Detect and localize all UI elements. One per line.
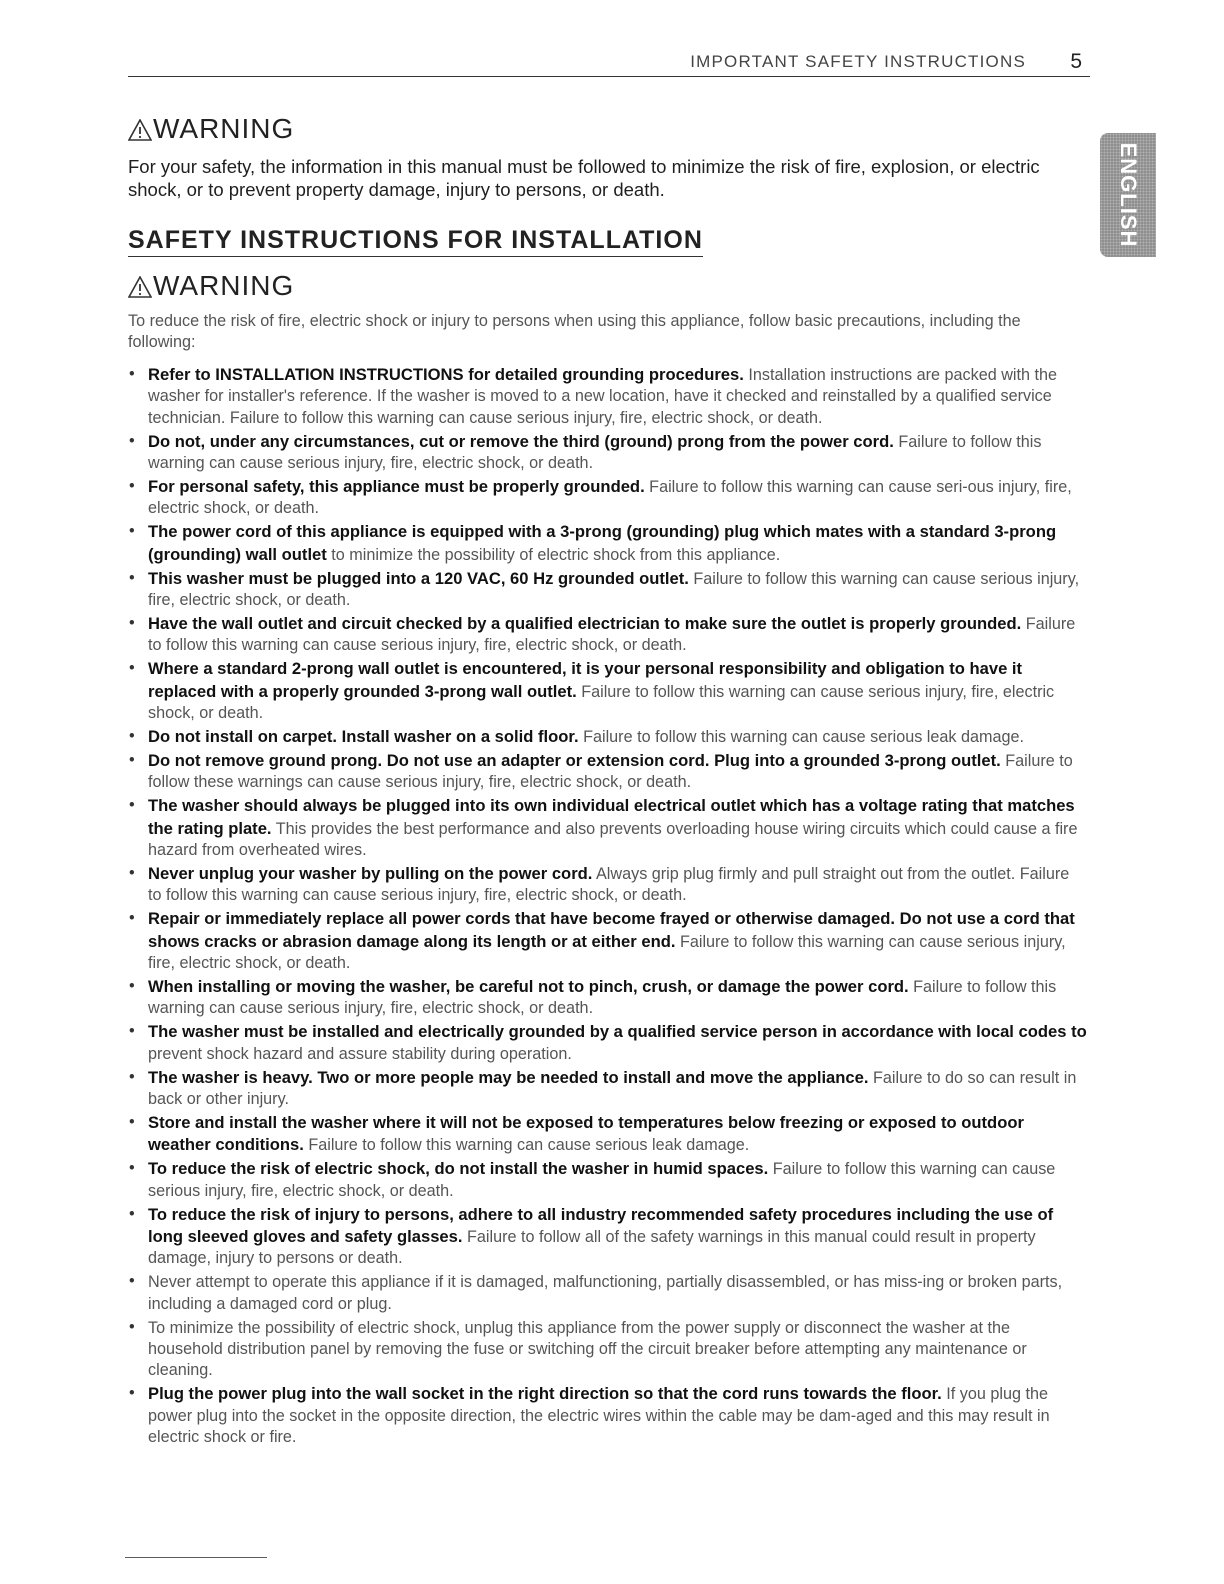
instruction-emphasis: To reduce the risk of injury to persons, adhere to all industry recommended safety procedures including the use of long sleeved gloves and safety glasses. (148, 1204, 1054, 1246)
list-item (127, 521, 1087, 566)
list-item (127, 568, 1087, 612)
list-item (127, 613, 1087, 657)
list-item (127, 1021, 1087, 1065)
instruction-detail: Failure to follow these warnings can cause serious injury, fire, electric shock, or death. (148, 751, 1073, 792)
instruction-detail: Failure to follow this warning can cause seri-ous injury, fire, electric shock, or death. (148, 478, 1072, 518)
instruction-emphasis: Do not, under any circumstances, cut or remove the third (ground) prong from the power cord. (148, 431, 894, 451)
instruction-detail: Failure to follow this warning can cause serious injury, fire, electric shock, or death. (148, 932, 1066, 973)
list-item (127, 1383, 1087, 1448)
instruction-detail: Failure to follow all of the safety warnings in this manual could result in property damage, injury to persons or death. (148, 1227, 1036, 1268)
list-item (127, 1204, 1087, 1270)
warning-label: WARNING (153, 113, 295, 144)
instruction-emphasis: Do not remove ground prong. Do not use an adapter or extension cord. Plug into a grounded 3-prong outlet. (148, 750, 1001, 770)
list-item (127, 1271, 1087, 1315)
instruction-emphasis: For personal safety, this appliance must be properly grounded. (148, 477, 645, 497)
instruction-detail: Failure to follow this warning can cause serious leak damage. (578, 728, 1024, 746)
instruction-emphasis: The washer is heavy. Two or more people may be needed to install and move the appliance. (148, 1067, 869, 1087)
list-item (127, 908, 1087, 974)
header-title: IMPORTANT SAFETY INSTRUCTIONS (690, 52, 1026, 71)
warning-text: For your safety, the information in this manual must be followed to minimize the risk of fire, explosion, or electric shock, or to prevent property damage, injury to persons, or death. (128, 156, 1040, 200)
instruction-detail: to minimize the possibility of electric shock from this appliance. (326, 545, 781, 564)
warning-heading (128, 113, 294, 145)
instruction-detail: Failure to do so can result in back or other injury. (148, 1068, 1077, 1108)
list-item (127, 750, 1087, 794)
warning-label: WARNING (153, 270, 295, 301)
footer-rule (125, 1557, 267, 1558)
instruction-emphasis: Store and install the washer where it will not be exposed to temperatures below freezing or exposed to outdoor weather conditions. (148, 1112, 1024, 1155)
list-item (127, 1067, 1087, 1111)
instruction-emphasis: To reduce the risk of electric shock, do not install the washer in humid spaces. (148, 1159, 769, 1179)
warning-triangle-icon (128, 276, 152, 298)
instruction-detail: Failure to follow this warning can cause serious injury, fire, electric shock, or death. (148, 977, 1057, 1018)
page-header (128, 50, 1090, 77)
list-item (127, 1112, 1087, 1157)
instruction-detail: Always grip plug firmly and pull straight out from the outlet. Failure to follow this warning can cause serious injury, fire, electric shock, or death. (148, 864, 1070, 905)
instruction-emphasis: Refer to INSTALLATION INSTRUCTIONS for detailed grounding procedures. (148, 365, 744, 384)
list-item (127, 976, 1087, 1020)
language-tab-label: ENGLISH (1116, 142, 1141, 248)
instruction-emphasis: Do not install on carpet. Install washer on a solid floor. (148, 727, 579, 746)
instruction-emphasis: The power cord of this appliance is equipped with a 3-prong (grounding) plug which mates with a standard 3-prong (grounding) wall outlet (148, 522, 1057, 564)
list-item (127, 795, 1087, 861)
section-title: SAFETY INSTRUCTIONS FOR INSTALLATION (128, 226, 703, 257)
instruction-detail: Failure to follow this warning can cause serious injury, fire, electric shock, or death. (148, 432, 1042, 473)
instruction-detail: If you plug the power plug into the socket in the opposite direction, the electric wires within the cable may be dam-aged and this may result in electric shock or fire. (148, 1385, 1050, 1447)
list-item (127, 476, 1087, 520)
list-item (127, 1317, 1087, 1382)
instruction-detail: To minimize the possibility of electric shock, unplug this appliance from the power supply or disconnect the washer at the household distribution panel by removing the fuse or switching off the circuit breaker before attempting any maintenance or cleaning. (148, 1318, 1027, 1380)
warning-intro: To reduce the risk of fire, electric shock or injury to persons when using this appliance, follow basic precautions, including the following: (128, 312, 1021, 351)
instruction-emphasis: When installing or moving the washer, be careful not to pinch, crush, or damage the power cord. (148, 976, 909, 996)
language-side-tab (1100, 133, 1156, 257)
instruction-emphasis: Repair or immediately replace all power cords that have become frayed or otherwise damaged. Do not use a cord that shows cracks or abrasion damage along its length or at either end. (148, 909, 1075, 951)
list-item (127, 863, 1087, 907)
instruction-detail: Failure to follow this warning can cause serious injury, fire, electric shock, or death. (148, 614, 1076, 655)
instruction-detail: Failure to follow this warning can cause serious injury, fire, electric shock, or death. (148, 1160, 1056, 1200)
instruction-emphasis: Where a standard 2-prong wall outlet is encountered, it is your personal responsibility and obligation to have it replaced with a properly grounded 3-prong wall outlet. (148, 659, 1023, 701)
instruction-emphasis: Have the wall outlet and circuit checked by a qualified electrician to make sure the outlet is properly grounded. (148, 613, 1022, 633)
instruction-emphasis: Never unplug your washer by pulling on the power cord. (148, 863, 593, 883)
instruction-detail: Failure to follow this warning can cause serious injury, fire, electric shock, or death. (148, 682, 1055, 723)
instruction-detail: Failure to follow this warning can cause serious leak damage. (303, 1136, 750, 1155)
list-item (127, 1158, 1087, 1202)
list-item (127, 364, 1087, 429)
list-item (127, 431, 1087, 475)
instruction-emphasis: The washer should always be plugged into its own individual electrical outlet which has a voltage rating that matches the rating plate. (148, 796, 1075, 838)
page-number: 5 (1070, 50, 1082, 73)
safety-instruction-list (127, 364, 1087, 1450)
instruction-detail: This provides the best performance and also prevents overloading house wiring circuits which could cause a fire hazard from overheated wires. (148, 819, 1078, 860)
instruction-emphasis: Plug the power plug into the wall socket in the right direction so that the cord runs towards the floor. (148, 1384, 942, 1404)
warning-heading (128, 270, 294, 302)
instruction-detail: Installation instructions are packed with the washer for installer's reference. If the washer is moved to a new location, have it checked and reinstalled by a qualified service technician. Failure to follow this warning can cause serious injury, fire, electric shock, or death. (148, 366, 1057, 427)
instruction-detail: prevent shock hazard and assure stability during operation. (148, 1044, 572, 1063)
list-item (127, 658, 1087, 724)
instruction-detail: Never attempt to operate this appliance if it is damaged, malfunctioning, partially disassembled, or has miss-ing or broken parts, including a damaged cord or plug. (148, 1273, 1063, 1313)
warning-triangle-icon (128, 119, 152, 141)
list-item (127, 726, 1087, 748)
instruction-detail: Failure to follow this warning can cause serious injury, fire, electric shock, or death. (148, 569, 1080, 610)
instruction-emphasis: The washer must be installed and electrically grounded by a qualified service person in accordance with local codes to (148, 1022, 1087, 1042)
instruction-emphasis: This washer must be plugged into a 120 VAC, 60 Hz grounded outlet. (148, 568, 689, 588)
